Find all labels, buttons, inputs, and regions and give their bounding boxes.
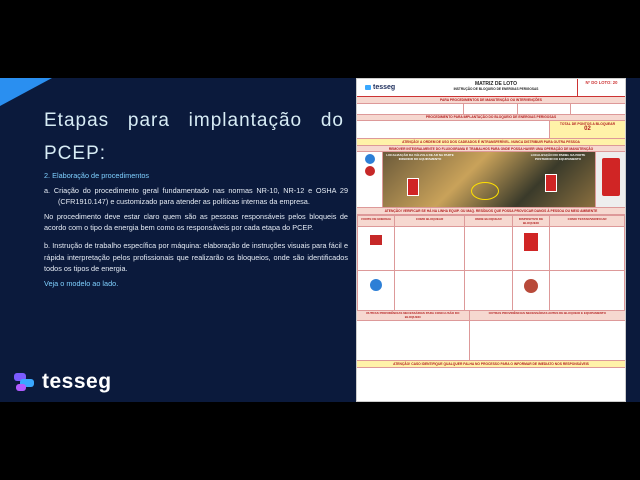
- band-other-actions-left: OUTRAS PROVIDÊNCIAS NECESSÁRIAS PARA CONCLUSÃO DO BLOQUEIO: [357, 311, 470, 321]
- band-failure-warning: ATENÇÃO! CASO IDENTIFIQUE QUALQUER FALHA NO PROCESSO PARA O INFORMAR DE IMEDIATO NOS RESPONSÁVEIS: [357, 361, 625, 368]
- loto-number: Nº DO LOTO: 20: [585, 80, 618, 85]
- photo-right-caption: LOCALIZAÇÃO DO PAINEL NA PARTE POSTERIOR DO EQUIPAMENTO: [530, 153, 586, 162]
- presentation-slide: [0, 78, 640, 402]
- corner-accent: [0, 78, 52, 106]
- col-header: COMO BLOQUEAR: [395, 215, 464, 226]
- highlight-circle: [471, 182, 499, 200]
- logo-text: tesseg: [42, 370, 112, 393]
- lock-device-icon: [524, 233, 538, 251]
- band-warning-padlock: ATENÇÃO! A ORDEM DE USO DOS CADEADOS É INTRANSFERÍVEL. NUNCA DISTRIBUIR PARA OUTRA PESSOA: [357, 139, 625, 146]
- logo-mark-icon: [14, 373, 36, 391]
- item-b-text: b. Instrução de trabalho específica por máquina: elaboração de instruções visuais para fácil e rápida interpretação pelos profissionais que realizarão os bloqueios, onde são identificados todos os tipos de energia.: [44, 240, 348, 274]
- pneumatic-icon: [370, 279, 382, 291]
- document-subtitle: INSTRUÇÃO DE BLOQUEIO DE ENERGIAS PERIGOSAS: [453, 87, 539, 91]
- equipment-photos: [357, 152, 625, 208]
- band-maintenance: PARA PROCEDIMENTOS DE MANUTENÇÃO OU INTERVENÇÕES: [357, 97, 625, 104]
- valve-lock-icon: [524, 279, 538, 293]
- photo-left-caption: LOCALIZAÇÃO DA VÁLVULA DE AR NA PARTE INFERIOR DO EQUIPAMENTO: [386, 153, 454, 162]
- document-title: MATRIZ DE LOTO: [474, 81, 518, 87]
- loto-matrix-document: [356, 78, 626, 402]
- table-row: [358, 270, 625, 310]
- steps-row: [357, 121, 625, 139]
- table-header-row: [358, 215, 625, 226]
- air-valve-icon: [365, 154, 375, 164]
- band-residues: ATENÇÃO! VERIFICAR SE HÁ NA LINHA EQUIP. OU MAQ. RESÍDUOS QUE POSSA PROVOCAR DANOS À PESSOA OU MEIO AMBIENTE: [357, 208, 625, 215]
- band-remove-flow: REMOVER INTEGRALMENTE DO FLUXOGRAMA E TRABALHOS PARA ONDE POSSA HAVER UMA OPERAÇÃO DE MANUTENÇÃO: [357, 146, 625, 153]
- col-header: FONTE DE ENERGIA: [358, 215, 395, 226]
- electric-hazard-icon: [370, 235, 382, 245]
- equipment-photo: [383, 152, 595, 207]
- padlock-device-icon: [602, 158, 620, 196]
- document-logo-icon: [365, 85, 371, 90]
- slide-title: Etapas para implantação do PCEP:: [44, 110, 344, 164]
- item-a-text: a. Criação do procedimento geral fundamentado nas normas NR-10, NR-12 e OSHA 29 (CFR1910.147) e customizado para atender as políticas internas da empresa.: [44, 185, 348, 207]
- table-row: [358, 226, 625, 270]
- band-other-actions-right: OUTRAS PROVIDÊNCIAS NECESSÁRIAS ANTES DE BLOQUEIO E EQUIPAMENTO: [488, 311, 606, 316]
- lockout-tag-icon: [545, 174, 557, 192]
- document-brand: tesseg: [373, 84, 396, 91]
- band-procedure: PROCEDIMENTO PARA IMPLANTAÇÃO DO BLOQUEIO DE ENERGIAS PERIGOSAS: [357, 115, 625, 122]
- col-header: DISPOSITIVO DE BLOQUEIO: [512, 215, 549, 226]
- col-header: COMO TESTAR/VERIFICAR: [550, 215, 625, 226]
- document-logo: [357, 79, 415, 96]
- see-model-text: Veja o modelo ao lado.: [44, 278, 119, 288]
- total-points-label: TOTAL DE PONTOS A BLOQUEAR: [559, 121, 616, 126]
- paragraph-responsibles: No procedimento deve estar claro quem são as pessoas responsáveis pelos bloqueis de acordo com o tipo da energia bem como os responsáveis por cada etapa do PCEP.: [44, 211, 348, 233]
- col-header: ONDE BLOQUEAR: [464, 215, 512, 226]
- slide-body: [44, 170, 348, 292]
- total-points-value: 02: [584, 125, 591, 132]
- electric-icon: [365, 166, 375, 176]
- equipment-info-row: [357, 104, 625, 115]
- lockout-tag-icon: [407, 178, 419, 196]
- brand-logo: [14, 370, 112, 394]
- lockout-table: [357, 215, 625, 311]
- section-heading: 2. Elaboração de procedimentos: [44, 171, 150, 180]
- document-header: [357, 79, 625, 97]
